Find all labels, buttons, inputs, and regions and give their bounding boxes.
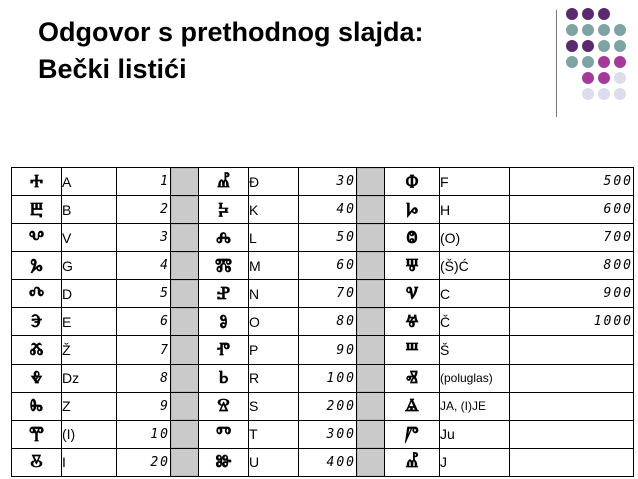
glagolitic-letter-cell: Ⱃ bbox=[199, 364, 249, 392]
table-row bbox=[12, 420, 634, 448]
decoration-dot bbox=[582, 88, 594, 100]
decoration-dot bbox=[582, 72, 594, 84]
numeric-value-cell: 1000 bbox=[510, 308, 634, 336]
table-row bbox=[12, 196, 634, 224]
latin-letter-cell: (poluglas) bbox=[440, 364, 510, 392]
latin-letter-cell: A bbox=[62, 168, 117, 196]
numeric-value-cell: 60 bbox=[299, 252, 357, 280]
column-separator bbox=[357, 336, 385, 364]
column-separator bbox=[357, 364, 385, 392]
column-separator bbox=[171, 448, 199, 476]
latin-letter-cell: Dz bbox=[62, 364, 117, 392]
slide-title bbox=[38, 14, 538, 88]
numeric-value-cell: 200 bbox=[299, 392, 357, 420]
table-row bbox=[12, 280, 634, 308]
column-separator bbox=[357, 420, 385, 448]
table-row bbox=[12, 392, 634, 420]
column-separator bbox=[357, 308, 385, 336]
latin-letter-cell: B bbox=[62, 196, 117, 224]
table-row bbox=[12, 224, 634, 252]
latin-letter-cell: Đ bbox=[249, 168, 299, 196]
glagolitic-letter-cell: Ⰳ bbox=[12, 252, 62, 280]
table-row bbox=[12, 252, 634, 280]
column-separator bbox=[357, 196, 385, 224]
latin-letter-cell: M bbox=[249, 252, 299, 280]
latin-letter-cell: Ju bbox=[440, 420, 510, 448]
glagolitic-letter-cell: Ⰶ bbox=[12, 336, 62, 364]
table-row bbox=[12, 448, 634, 476]
latin-letter-cell: JA, (I)JE bbox=[440, 392, 510, 420]
decoration-dot bbox=[566, 8, 578, 20]
column-separator bbox=[357, 280, 385, 308]
latin-letter-cell: Č bbox=[440, 308, 510, 336]
decoration-dot bbox=[598, 40, 610, 52]
decoration-dot bbox=[598, 24, 610, 36]
numeric-value-cell: 3 bbox=[117, 224, 171, 252]
glagolitic-letter-cell: Ⰻ bbox=[12, 448, 62, 476]
latin-letter-cell: Ž bbox=[62, 336, 117, 364]
glagolitic-letter-cell: Ⰵ bbox=[12, 308, 62, 336]
decoration-dot bbox=[598, 56, 610, 68]
column-separator bbox=[357, 392, 385, 420]
glagolitic-letter-cell: Ⰼ bbox=[385, 448, 440, 476]
decoration-dot bbox=[598, 72, 610, 84]
glagolitic-letter-cell: Ⱂ bbox=[199, 336, 249, 364]
glagolitic-letter-cell: Ⱏ bbox=[385, 364, 440, 392]
latin-letter-cell: (O) bbox=[440, 224, 510, 252]
numeric-value-cell: 80 bbox=[299, 308, 357, 336]
decoration-dot bbox=[582, 8, 594, 20]
decoration-dot bbox=[566, 56, 578, 68]
column-separator bbox=[357, 448, 385, 476]
latin-letter-cell: D bbox=[62, 280, 117, 308]
numeric-value-cell: 5 bbox=[117, 280, 171, 308]
table-row bbox=[12, 168, 634, 196]
glagolitic-letter-cell: Ⰱ bbox=[12, 196, 62, 224]
numeric-value-cell: 20 bbox=[117, 448, 171, 476]
glagolitic-letter-cell: Ⱀ bbox=[199, 280, 249, 308]
table-row bbox=[12, 364, 634, 392]
column-separator bbox=[357, 168, 385, 196]
numeric-value-cell: 900 bbox=[510, 280, 634, 308]
numeric-value-cell bbox=[510, 336, 634, 364]
column-separator bbox=[171, 224, 199, 252]
glagolitic-letter-cell: Ⱁ bbox=[199, 308, 249, 336]
numeric-value-cell bbox=[510, 392, 634, 420]
latin-letter-cell: U bbox=[249, 448, 299, 476]
latin-letter-cell: (I) bbox=[62, 420, 117, 448]
glagolitic-letter-cell: Ⰾ bbox=[199, 224, 249, 252]
glagolitic-letter-cell: Ⰽ bbox=[199, 196, 249, 224]
decoration-dot bbox=[566, 24, 578, 36]
column-separator bbox=[171, 392, 199, 420]
column-separator bbox=[171, 336, 199, 364]
glagolitic-letter-cell: Ⱍ bbox=[385, 308, 440, 336]
numeric-value-cell: 50 bbox=[299, 224, 357, 252]
column-separator bbox=[171, 252, 199, 280]
glagolitic-letter-cell: Ⰹ bbox=[12, 420, 62, 448]
decoration-dot bbox=[614, 88, 626, 100]
decoration-dot bbox=[614, 72, 626, 84]
decoration-dot bbox=[582, 40, 594, 52]
glagolitic-letter-cell: Ⱄ bbox=[199, 392, 249, 420]
glagolitic-alphabet-table bbox=[11, 167, 634, 477]
numeric-value-cell: 700 bbox=[510, 224, 634, 252]
numeric-value-cell: 9 bbox=[117, 392, 171, 420]
glagolitic-letter-cell: Ⰴ bbox=[12, 280, 62, 308]
latin-letter-cell: E bbox=[62, 308, 117, 336]
latin-letter-cell: I bbox=[62, 448, 117, 476]
column-separator bbox=[171, 196, 199, 224]
numeric-value-cell: 40 bbox=[299, 196, 357, 224]
decoration-dot bbox=[582, 24, 594, 36]
latin-letter-cell: N bbox=[249, 280, 299, 308]
numeric-value-cell bbox=[510, 448, 634, 476]
glagolitic-letter-cell: Ⱓ bbox=[385, 420, 440, 448]
decoration-dot bbox=[598, 88, 610, 100]
latin-letter-cell: K bbox=[249, 196, 299, 224]
column-separator bbox=[357, 252, 385, 280]
numeric-value-cell: 6 bbox=[117, 308, 171, 336]
decoration-dot bbox=[566, 40, 578, 52]
glagolitic-letter-cell: Ⱑ bbox=[385, 392, 440, 420]
column-separator bbox=[171, 308, 199, 336]
glagolitic-letter-cell: Ⰼ bbox=[199, 168, 249, 196]
glagolitic-letter-cell: Ⱌ bbox=[385, 280, 440, 308]
numeric-value-cell: 10 bbox=[117, 420, 171, 448]
numeric-value-cell bbox=[510, 364, 634, 392]
decoration-dot bbox=[614, 40, 626, 52]
latin-letter-cell: Z bbox=[62, 392, 117, 420]
column-separator bbox=[171, 364, 199, 392]
latin-letter-cell: C bbox=[440, 280, 510, 308]
latin-letter-cell: (Š)Ć bbox=[440, 252, 510, 280]
title-divider-line bbox=[556, 10, 557, 117]
latin-letter-cell: F bbox=[440, 168, 510, 196]
decoration-dot bbox=[614, 56, 626, 68]
column-separator bbox=[357, 224, 385, 252]
latin-letter-cell: J bbox=[440, 448, 510, 476]
numeric-value-cell: 70 bbox=[299, 280, 357, 308]
glagolitic-letter-cell: Ⱇ bbox=[385, 168, 440, 196]
column-separator bbox=[171, 280, 199, 308]
numeric-value-cell: 600 bbox=[510, 196, 634, 224]
glagolitic-letter-cell: Ⰸ bbox=[12, 392, 62, 420]
latin-letter-cell: T bbox=[249, 420, 299, 448]
latin-letter-cell: G bbox=[62, 252, 117, 280]
table-row bbox=[12, 308, 634, 336]
glagolitic-letter-cell: Ⱋ bbox=[385, 252, 440, 280]
decoration-dot bbox=[614, 24, 626, 36]
numeric-value-cell: 100 bbox=[299, 364, 357, 392]
numeric-value-cell: 2 bbox=[117, 196, 171, 224]
latin-letter-cell: Š bbox=[440, 336, 510, 364]
latin-letter-cell: O bbox=[249, 308, 299, 336]
table-row bbox=[12, 336, 634, 364]
numeric-value-cell: 30 bbox=[299, 168, 357, 196]
glagolitic-letter-cell: Ⰿ bbox=[199, 252, 249, 280]
glagolitic-letter-cell: Ⱉ bbox=[385, 224, 440, 252]
numeric-value-cell: 400 bbox=[299, 448, 357, 476]
glagolitic-letter-cell: Ⱈ bbox=[385, 196, 440, 224]
latin-letter-cell: P bbox=[249, 336, 299, 364]
latin-letter-cell: L bbox=[249, 224, 299, 252]
glagolitic-letter-cell: Ⱎ bbox=[385, 336, 440, 364]
glagolitic-letter-cell: Ⱆ bbox=[199, 448, 249, 476]
numeric-value-cell: 7 bbox=[117, 336, 171, 364]
slide-title-line-1: Odgovor s prethodnog slajda: bbox=[38, 17, 424, 47]
numeric-value-cell: 4 bbox=[117, 252, 171, 280]
slide-title-line-2: Bečki listići bbox=[38, 54, 187, 84]
column-separator bbox=[171, 168, 199, 196]
glagolitic-letter-cell: Ⰷ bbox=[12, 364, 62, 392]
latin-letter-cell: V bbox=[62, 224, 117, 252]
glagolitic-letter-cell: Ⱅ bbox=[199, 420, 249, 448]
glagolitic-letter-cell: Ⰰ bbox=[12, 168, 62, 196]
numeric-value-cell bbox=[510, 420, 634, 448]
numeric-value-cell: 90 bbox=[299, 336, 357, 364]
column-separator bbox=[171, 420, 199, 448]
latin-letter-cell: H bbox=[440, 196, 510, 224]
numeric-value-cell: 1 bbox=[117, 168, 171, 196]
numeric-value-cell: 8 bbox=[117, 364, 171, 392]
decoration-dot bbox=[598, 8, 610, 20]
glagolitic-letter-cell: Ⰲ bbox=[12, 224, 62, 252]
decoration-dot bbox=[582, 56, 594, 68]
latin-letter-cell: R bbox=[249, 364, 299, 392]
numeric-value-cell: 800 bbox=[510, 252, 634, 280]
latin-letter-cell: S bbox=[249, 392, 299, 420]
numeric-value-cell: 300 bbox=[299, 420, 357, 448]
numeric-value-cell: 500 bbox=[510, 168, 634, 196]
